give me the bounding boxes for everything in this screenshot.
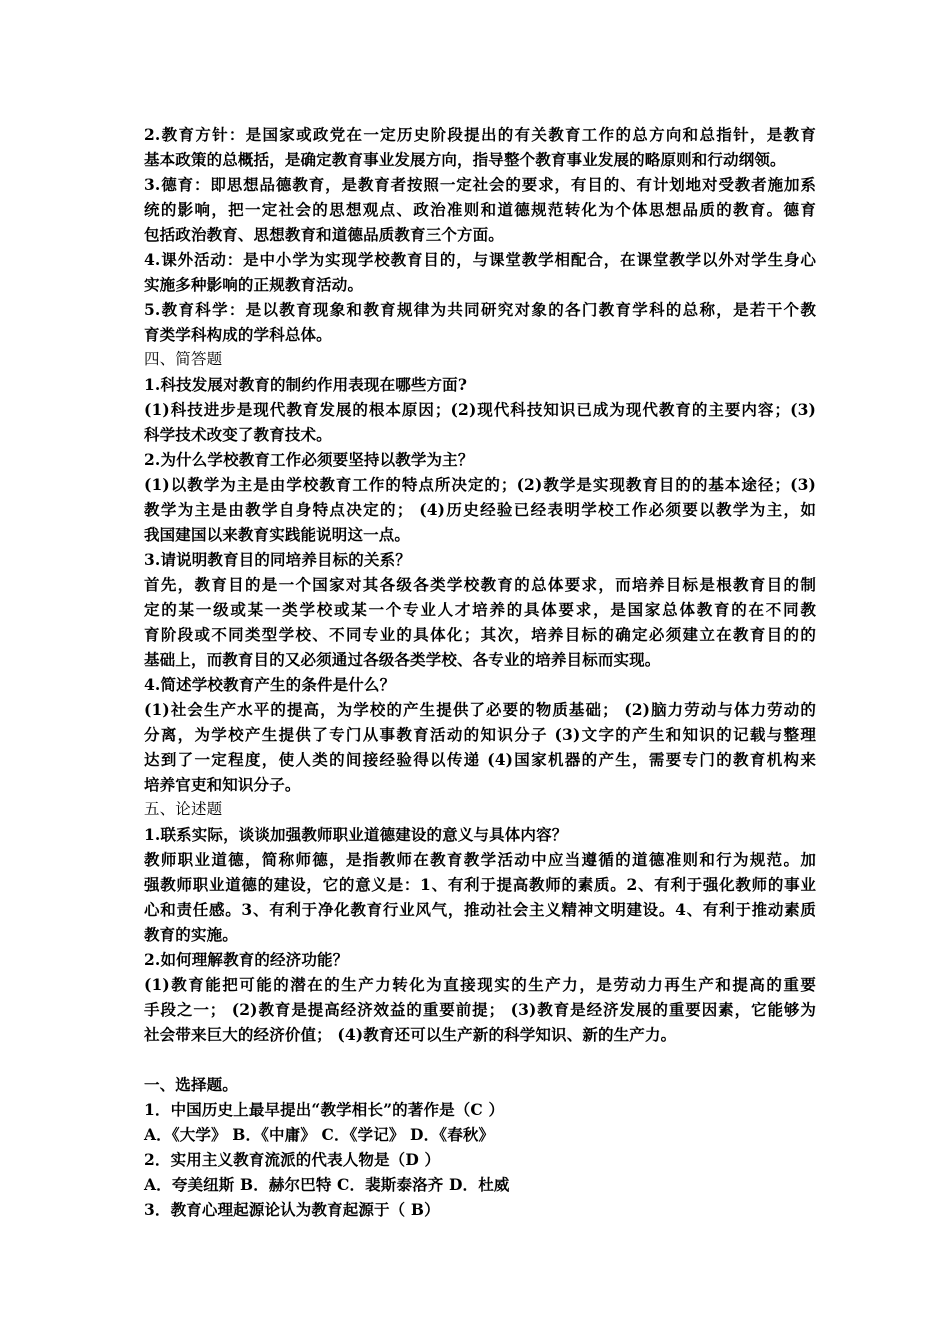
section-heading: 一、选择题。: [144, 1075, 238, 1094]
text-line: 心和责任感。3、有利于净化教育行业风气，推动社会主义精神文明建设。4、有利于推动素质: [144, 900, 816, 919]
text-line: 定的某一级或某一类学校或某一个专业人才培养的具体要求，是国家总体教育的在不同教: [144, 600, 816, 619]
text-line: (1)社会生产水平的提高，为学校的产生提供了必要的物质基础； (2)脑力劳动与体力劳动的: [144, 700, 816, 719]
text-line: 社会带来巨大的经济价值； (4)教育还可以生产新的科学知识、新的生产力。: [144, 1025, 677, 1044]
text-line: 分离，为学校产生提供了专门从事教育活动的知识分子 (3)文字的产生和知识的记载与整理: [144, 725, 816, 744]
text-line: 统的影响，把一定社会的思想观点、政治准则和道德规范转化为个体思想品质的教育。德育: [144, 200, 816, 219]
text-line: 4.课外活动：是中小学为实现学校教育目的，与课堂教学相配合，在课堂教学以外对学生身心: [144, 250, 816, 269]
question-title: 3．教育心理起源论认为教育起源于（ B）: [144, 1200, 440, 1219]
section-heading: 四、简答题: [144, 350, 223, 368]
question-title: 1.联系实际，谈谈加强教师职业道德建设的意义与具体内容？: [144, 825, 568, 844]
question-title: 3.请说明教育目的同培养目标的关系？: [144, 550, 411, 569]
text-line: 育类学科构成的学科总体。: [144, 325, 332, 344]
text-line: 2.教育方针：是国家或政党在一定历史阶段提出的有关教育工作的总方向和总指针，是教育: [144, 125, 816, 144]
text-line: 首先，教育目的是一个国家对其各级各类学校教育的总体要求，而培养目标是根教育目的制: [144, 575, 816, 594]
question-title: 1．中国历史上最早提出“教学相长”的著作是（C ）: [144, 1100, 505, 1119]
question-title: 1.科技发展对教育的制约作用表现在哪些方面?: [144, 375, 468, 394]
text-line: 育阶段或不同类型学校、不同专业的具体化；其次，培养目标的确定必须建立在教育目的的: [144, 625, 816, 644]
section-heading: 五、论述题: [144, 800, 223, 818]
document-page: [144, 122, 816, 1222]
text-line: 基本政策的总概括，是确定教育事业发展方向，指导整个教育事业发展的略原则和行动纲领。: [144, 150, 786, 169]
text-line: 培养官吏和知识分子。: [144, 775, 301, 794]
question-title: 2.为什么学校教育工作必须要坚持以教学为主？: [144, 450, 474, 469]
text-line: (1)科技进步是现代教育发展的根本原因；(2)现代科技知识已成为现代教育的主要内容；(3): [144, 400, 816, 419]
question-title: 2.如何理解教育的经济功能？: [144, 950, 349, 969]
text-line: (1)教育能把可能的潜在的生产力转化为直接现实的生产力，是劳动力再生产和提高的重要: [144, 975, 816, 994]
blank-line: [144, 1047, 816, 1072]
text-line: (1)以教学为主是由学校教育工作的特点所决定的；(2)教学是实现教育目的的基本途径；(3): [144, 475, 816, 494]
text-line: 手段之一； (2)教育是提高经济效益的重要前提； (3)教育是经济发展的重要因素，它能够为: [144, 1000, 816, 1019]
text-line: 我国建国以来教育实践能说明这一点。: [144, 525, 411, 544]
text-line: 教育的实施。: [144, 925, 238, 944]
text-line: 教学为主是由教学自身特点决定的； (4)历史经验已经表明学校工作必须要以教学为主，如: [144, 500, 816, 519]
text-line: 实施多种影响的正规教育活动。: [144, 275, 364, 294]
text-line: 达到了一定程度，使人类的间接经验得以传递 (4)国家机器的产生，需要专门的教育机构来: [144, 750, 816, 769]
text-line: 5.教育科学：是以教育现象和教育规律为共同研究对象的各门教育学科的总称，是若干个教: [144, 300, 816, 319]
answer-options: A．《大学》 B．《中庸》 C．《学记》 D．《春秋》: [144, 1125, 495, 1144]
text-line: 基础上，而教育目的又必须通过各级各类学校、各专业的培养目标而实现。: [144, 650, 661, 669]
answer-options: A．夸美纽斯 B．赫尔巴特 C．裴斯泰洛齐 D．杜威: [144, 1175, 510, 1194]
question-title: 4.简述学校教育产生的条件是什么？: [144, 675, 396, 694]
text-line: 科学技术改变了教育技术。: [144, 425, 332, 444]
text-line: 强教师职业道德的建设，它的意义是：1、有利于提高教师的素质。2、有利于强化教师的事业: [144, 875, 816, 894]
question-title: 2．实用主义教育流派的代表人物是（D ）: [144, 1150, 441, 1169]
text-line: 包括政治教育、思想教育和道德品质教育三个方面。: [144, 225, 504, 244]
text-line: 教师职业道德，简称师德，是指教师在教育教学活动中应当遵循的道德准则和行为规范。加: [144, 850, 816, 869]
text-line: 3.德育：即思想品德教育，是教育者按照一定社会的要求，有目的、有计划地对受教者施加系: [144, 175, 816, 194]
